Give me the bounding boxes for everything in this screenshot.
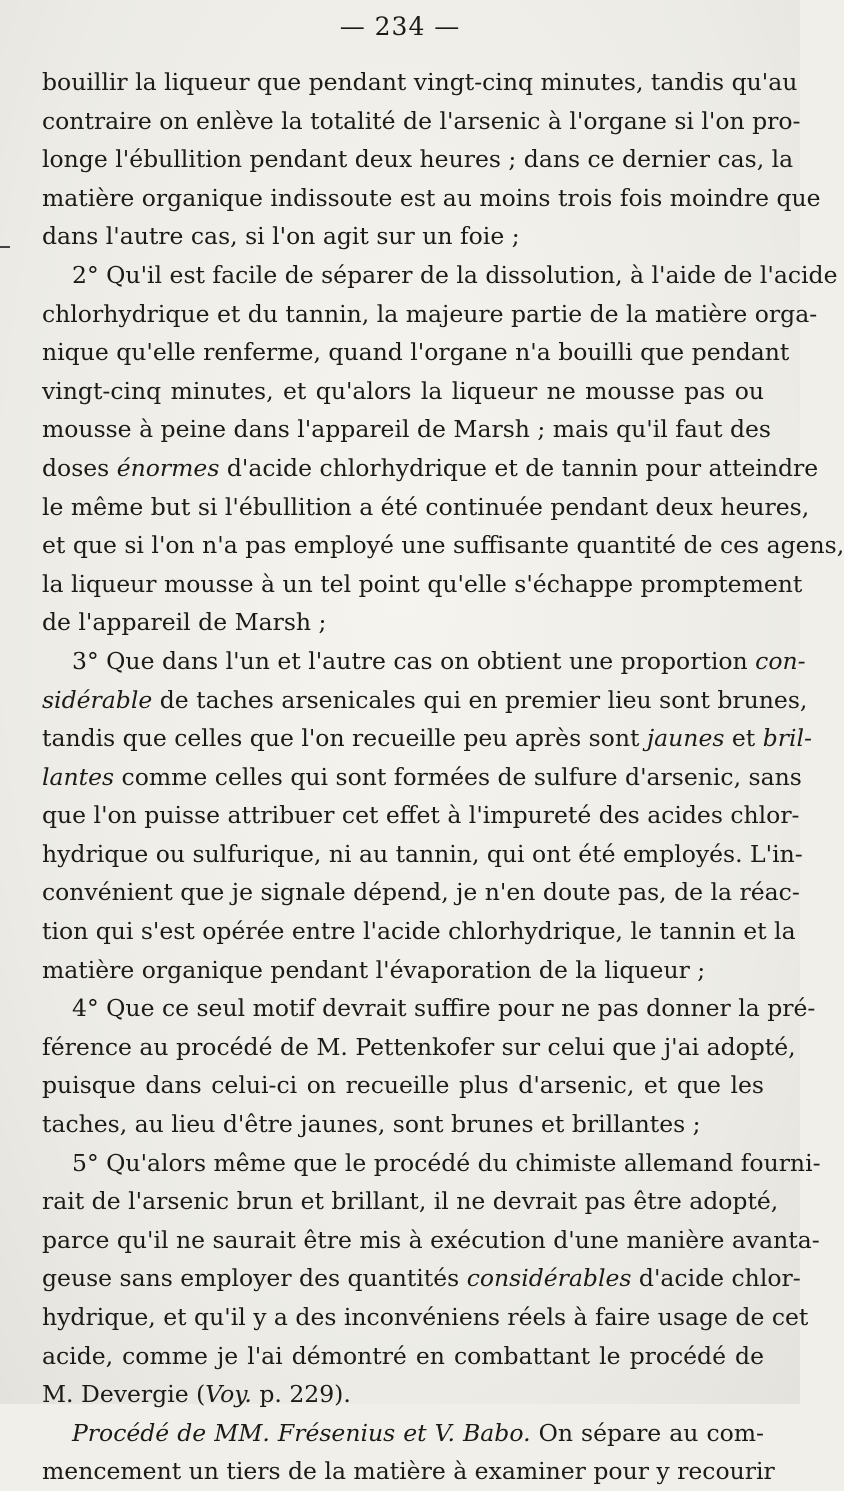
text-segment: d'acide chlorhydrique et de tannin pour atteindre xyxy=(219,453,819,482)
italic-text: con- xyxy=(755,646,806,675)
text-line xyxy=(42,796,800,835)
margin-mark xyxy=(0,246,10,248)
text-segment: tandis que celles que l'on recueille peu après sont xyxy=(42,724,647,753)
text-segment: 5° Qu'alors même que le procédé du chimiste allemand fourni- xyxy=(72,1148,821,1177)
text-line xyxy=(42,1337,764,1376)
text-line xyxy=(42,449,819,488)
text-segment: nique qu'elle renferme, quand l'organe n'a bouilli que pendant xyxy=(42,338,790,367)
text-line xyxy=(42,1105,764,1144)
text-segment: longe l'ébullition pendant deux heures ; dans ce dernier cas, la xyxy=(42,145,794,174)
text-segment: doses xyxy=(42,453,117,482)
text-line xyxy=(42,488,810,527)
text-line xyxy=(42,1375,764,1414)
text-segment: hydrique, et qu'il y a des inconvéniens réels à faire usage de cet xyxy=(42,1303,809,1331)
text-line xyxy=(42,758,802,797)
text-segment: parce qu'il ne saurait être mis à exécution d'une manière avanta- xyxy=(42,1225,820,1254)
text-segment: tion qui s'est opérée entre l'acide chlorhydrique, le tannin et la xyxy=(42,917,796,946)
text-segment: convénient que je signale dépend, je n'en doute pas, de la réac- xyxy=(42,878,800,907)
italic-text: énormes xyxy=(116,453,220,482)
text-segment: p. 229). xyxy=(251,1380,351,1409)
text-segment: 4° Que ce seul motif devrait suffire pour ne pas donner la pré- xyxy=(72,994,816,1023)
text-segment: M. Devergie ( xyxy=(42,1380,206,1409)
text-segment: férence au procédé de M. Pettenkofer sur celui que j'ai adopté, xyxy=(42,1032,796,1061)
text-line xyxy=(42,295,818,334)
text-line xyxy=(42,565,803,604)
text-line xyxy=(42,873,800,912)
italic-text: Procédé de MM. Frésenius et V. Babo. xyxy=(72,1418,531,1447)
text-line xyxy=(42,1221,820,1260)
text-segment: et que si l'on n'a pas employé une suffisante quantité de ces agens, xyxy=(42,531,844,560)
text-line xyxy=(42,951,764,990)
text-segment: hydrique ou sulfurique, ni au tannin, qui ont été employés. L'in- xyxy=(42,839,803,868)
text-line xyxy=(42,642,806,681)
text-line xyxy=(42,179,821,218)
text-segment: contraire on enlève la totalité de l'arsenic à l'organe si l'on pro- xyxy=(42,106,801,135)
text-segment: la liqueur mousse à un tel point qu'elle s'échappe promptement xyxy=(42,569,803,598)
text-line xyxy=(42,256,838,295)
text-segment: taches, au lieu d'être jaunes, sont brunes et brillantes ; xyxy=(42,1110,701,1139)
text-segment: bouillir la liqueur que pendant vingt-cinq minutes, tandis qu'au xyxy=(42,68,798,96)
text-line xyxy=(42,1452,775,1491)
italic-text: Voy. xyxy=(205,1380,252,1409)
italic-text: considérables xyxy=(466,1264,632,1293)
text-line xyxy=(42,989,816,1028)
text-line xyxy=(42,1182,779,1221)
text-line xyxy=(42,603,764,642)
text-segment: On sépare au com- xyxy=(530,1418,764,1447)
text-line xyxy=(42,1414,764,1453)
italic-text: lantes xyxy=(42,762,115,791)
text-segment: chlorhydrique et du tannin, la majeure partie de la matière orga- xyxy=(42,299,818,328)
text-line xyxy=(42,372,764,411)
text-segment: de taches arsenicales qui en premier lieu sont brunes, xyxy=(152,685,808,714)
text-segment: geuse sans employer des quantités xyxy=(42,1264,467,1293)
text-segment: rait de l'arsenic brun et brillant, il ne devrait pas être adopté, xyxy=(42,1187,779,1216)
text-line xyxy=(42,1298,809,1337)
text-line xyxy=(42,102,801,141)
text-segment: matière organique pendant l'évaporation de la liqueur ; xyxy=(42,955,706,984)
text-line xyxy=(42,526,844,565)
text-line xyxy=(42,140,794,179)
text-segment: comme celles qui sont formées de sulfure d'arsenic, sans xyxy=(114,762,802,791)
text-line xyxy=(42,1259,801,1298)
text-line xyxy=(42,681,808,720)
text-segment: acide, comme je l'ai démontré en combattant le procédé de xyxy=(42,1341,764,1370)
text-line xyxy=(42,1028,796,1067)
italic-text: bril- xyxy=(762,724,812,753)
text-line xyxy=(42,63,798,102)
body-text xyxy=(42,63,844,1491)
italic-text: jaunes xyxy=(646,724,725,753)
text-line xyxy=(42,719,812,758)
text-segment: d'acide chlor- xyxy=(631,1264,801,1293)
text-line xyxy=(42,1144,821,1183)
text-line xyxy=(42,1066,764,1105)
text-segment: que l'on puisse attribuer cet effet à l'impureté des acides chlor- xyxy=(42,801,800,830)
text-segment: 3° Que dans l'un et l'autre cas on obtient une proportion xyxy=(72,646,756,675)
text-line xyxy=(42,217,764,256)
page-number: — 234 — xyxy=(339,12,461,41)
text-segment: dans l'autre cas, si l'on agit sur un foie ; xyxy=(42,222,520,251)
italic-text: sidérable xyxy=(42,685,153,714)
text-segment: mousse à peine dans l'appareil de Marsh ; mais qu'il faut des xyxy=(42,415,771,444)
text-line xyxy=(42,912,796,951)
text-line xyxy=(42,410,771,449)
text-segment: le même but si l'ébullition a été continuée pendant deux heures, xyxy=(42,492,810,521)
text-segment: matière organique indissoute est au moins trois fois moindre que xyxy=(42,183,821,212)
text-segment: vingt-cinq minutes, et qu'alors la liqueur ne mousse pas ou xyxy=(42,376,764,405)
text-segment: de l'appareil de Marsh ; xyxy=(42,608,327,637)
text-line xyxy=(42,333,790,372)
text-segment: mencement un tiers de la matière à examiner pour y recourir xyxy=(42,1457,775,1486)
text-segment: 2° Qu'il est facile de séparer de la dissolution, à l'aide de l'acide xyxy=(72,260,838,289)
text-line xyxy=(42,835,803,874)
text-segment: et xyxy=(724,724,763,753)
text-segment: puisque dans celui-ci on recueille plus d'arsenic, et que les xyxy=(42,1071,764,1100)
